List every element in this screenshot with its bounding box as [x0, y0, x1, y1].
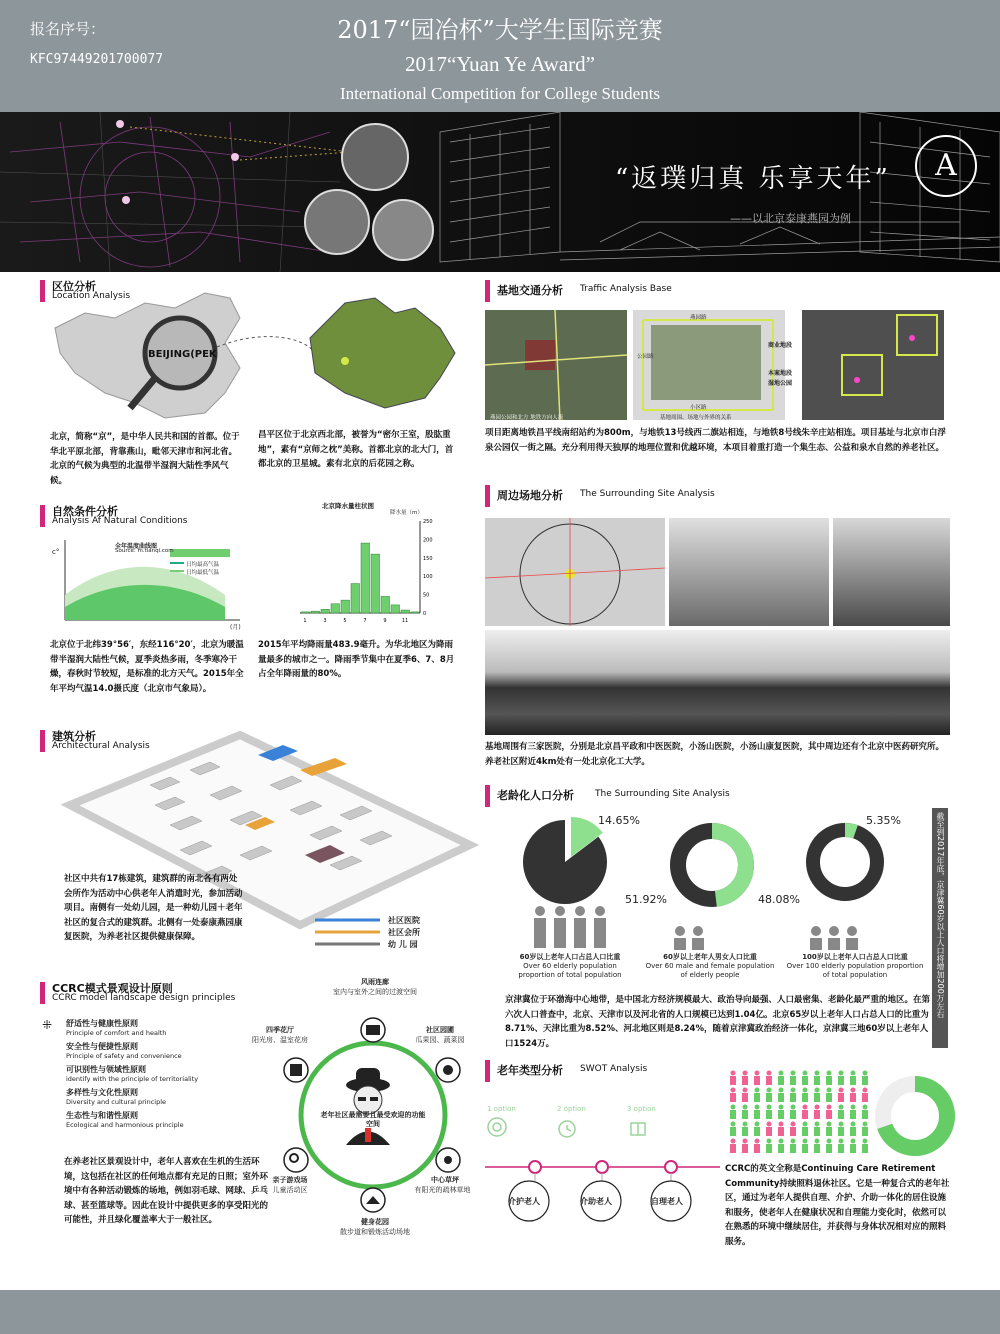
person-icon-body	[790, 1076, 796, 1085]
dots-icon: ⁜	[42, 1018, 53, 1032]
surround-lake-photo	[485, 630, 950, 735]
aging-text: 京津冀位于环渤海中心地带，是中国北方经济规模最大、政治导向最强、人口最密集、老龄化最严重的地区。在第六次人口普查中，北京、天津市以及河北省的人口规模已达到1.04亿。北京65岁以上老年人口占总人口的比重为8.71%、天津比重为8.52%、河北地区则是8.24%，随着京津冀政治经济一体化，京津冀三地60岁以上老年人口1524万。	[505, 995, 931, 1049]
rain-tick-label: 3	[323, 618, 327, 624]
principle-3-cn: 可识别性与领域性原则	[66, 1065, 146, 1074]
swot-option-3: 3 option	[627, 1105, 656, 1113]
pie3-caption-cn: 100岁以上老年人口占总人口比重	[802, 953, 908, 961]
person-icon	[743, 1122, 748, 1127]
node-corridor-desc: 室内与室外之间的过渡空间	[333, 988, 417, 996]
traffic-map-2-label-left: 公园路	[637, 354, 654, 360]
arch-legend-kindergarten: 幼 儿 园	[388, 940, 418, 949]
person-icon-body	[826, 1144, 832, 1153]
rain-y-tick: 50	[423, 592, 430, 599]
swot-title-en: SWOT Analysis	[580, 1064, 648, 1074]
node-garden-name: 社区园圃	[426, 1026, 454, 1034]
competition-title-cn: 2017“园冶杯”大学生国际竞赛	[337, 16, 663, 44]
person-icon	[779, 1105, 784, 1110]
person-icon	[779, 1139, 784, 1144]
person-icon	[779, 1122, 784, 1127]
person-icon-body	[766, 1076, 772, 1085]
person-icon	[731, 1105, 736, 1110]
location-text-1: 北京，简称“京”，是中华人民共和国的首都。位于华北平原北部，背靠燕山，毗邻天津市和河北省。北京的气候为典型的北温带半湿润大陆性季风气候。	[50, 432, 240, 486]
person-icon	[731, 1071, 736, 1076]
person-icon-body	[814, 1093, 820, 1102]
badge-a: A	[915, 135, 977, 197]
person-icon	[803, 1139, 808, 1144]
person-icon-body	[862, 1093, 868, 1102]
surround-text: 基地周围有三家医院，分别是北京昌平政和中医医院，小汤山医院，小汤山康复医院，其中周边还有个北京中医药研究所。养老社区附近4km处有一处北京化工大学。	[485, 742, 945, 767]
banner-slogan: “返璞归真 乐享天年”	[615, 164, 891, 194]
person-icon	[827, 1105, 832, 1110]
rain-bar	[301, 612, 310, 613]
person-icon-body	[778, 1127, 784, 1136]
person-icon	[851, 1139, 856, 1144]
person-icon	[803, 1105, 808, 1110]
traffic-section-title	[485, 280, 785, 302]
person-icon	[767, 1122, 772, 1127]
competition-title-en: 2017“Yuan Ye Award”	[405, 52, 595, 76]
person-icon	[827, 1139, 832, 1144]
map-label-beijing: BEIJING(PEK	[148, 349, 217, 360]
person-icon-body	[778, 1144, 784, 1153]
person-icon-body	[754, 1110, 760, 1119]
ccrc-title-cn: CCRC模式景观设计原则	[52, 982, 173, 995]
principle-3-en: identify with the principle of territoriality	[66, 1075, 199, 1083]
person-icon-body	[754, 1076, 760, 1085]
person-icon-body	[826, 1127, 832, 1136]
pie2-left-label: 51.92%	[625, 893, 667, 906]
principle-5-en: Ecological and harmonious principle	[66, 1121, 184, 1129]
person-icon	[839, 1071, 844, 1076]
person-icon-body	[766, 1110, 772, 1119]
person-icon	[863, 1071, 868, 1076]
rain-chart-title: 北京降水量柱状图	[322, 502, 374, 510]
ccrc-principles-list	[66, 1018, 246, 1129]
competition-subtitle-en: International Competition for College Students	[339, 84, 661, 103]
pie1-label: 14.65%	[598, 814, 640, 827]
rain-bar	[321, 609, 330, 613]
person-icon	[731, 1139, 736, 1144]
person-icon-body	[778, 1093, 784, 1102]
person-icon-body	[850, 1076, 856, 1085]
aging-title-cn: 老龄化人口分析	[497, 789, 574, 802]
person-icon	[815, 1105, 820, 1110]
rain-bar	[311, 611, 320, 613]
arch-legend-hospital: 社区医院	[388, 916, 420, 925]
arch-text: 社区中共有17栋建筑，建筑群的南北各有两处会所作为活动中心供老年人消遣时光，参加活动项目。南侧有一处幼儿园，是一种幼儿园＋老年社区的复合式的建筑群。北侧有一处泰康燕园康复医院，为养老社区提供健康保障。	[64, 874, 243, 942]
ccrc-title-en: CCRC model landscape design principles	[52, 993, 236, 1003]
person-icon-body	[850, 1110, 856, 1119]
person-icon	[815, 1139, 820, 1144]
traffic-map-3	[802, 310, 944, 420]
swot-option-1: 1 option	[487, 1105, 516, 1113]
person-icon	[731, 1122, 736, 1127]
temp-chart-source: Source: m.tianqi.com	[115, 548, 174, 554]
person-icon-body	[754, 1093, 760, 1102]
person-icon-body	[802, 1076, 808, 1085]
rain-chart-unit: 降水量（m）	[390, 510, 423, 516]
rain-tick-label: 5	[343, 618, 347, 624]
rain-bar	[391, 605, 400, 613]
traffic-title-cn: 基地交通分析	[497, 284, 563, 297]
person-icon-body	[754, 1127, 760, 1136]
person-icon-body	[730, 1110, 736, 1119]
person-icon	[791, 1122, 796, 1127]
person-icon-body	[742, 1076, 748, 1085]
people-icons	[530, 905, 930, 953]
nature-title-en: Analysis Af Natural Conditions	[52, 516, 188, 526]
nature-title-cn: 自然条件分析	[52, 505, 118, 518]
aging-section-title	[485, 785, 785, 807]
person-icon-body	[730, 1127, 736, 1136]
rain-y-tick: 150	[423, 555, 433, 562]
location-text-2: 昌平区位于北京西北部，被誉为“密尔王室，股肱重地”，素有“京师之枕”美称。首都北京的北大门，首都北京的卫星城。素有北京的后花园之称。	[258, 430, 454, 469]
rain-bar	[331, 604, 340, 613]
traffic-map-3-label-site: 本案地段	[768, 370, 793, 377]
rain-tick-label: 11	[401, 618, 409, 624]
pie2-caption-cn: 60岁以上老年人男女人口比重	[663, 953, 757, 961]
rainfall-chart	[285, 498, 440, 628]
person-icon-body	[862, 1127, 868, 1136]
rain-bar	[361, 543, 370, 613]
person-icon	[743, 1105, 748, 1110]
arch-title-en: Architectural Analysis	[52, 741, 150, 751]
swot-option-2: 2 option	[557, 1105, 586, 1113]
swot-type-2: 介助老人	[580, 1197, 612, 1206]
rain-y-tick: 0	[423, 611, 427, 617]
temp-legend-low: 日均最低气温	[186, 570, 220, 576]
pie1-caption-cn: 60岁以上老年人口占总人口比重	[519, 953, 621, 961]
location-title-cn: 区位分析	[52, 280, 96, 293]
surround-map	[485, 518, 665, 626]
node-lawn-desc: 有阳光的疏林草地	[414, 1186, 471, 1194]
rain-bar	[371, 554, 380, 613]
principle-4-cn: 多样性与文化性原则	[66, 1088, 138, 1097]
rain-bar	[351, 584, 360, 613]
person-icon-body	[778, 1076, 784, 1085]
person-icon-body	[838, 1093, 844, 1102]
temp-chart-title: 全年温度曲线图	[115, 543, 158, 550]
person-icon	[851, 1122, 856, 1127]
person-icon	[803, 1122, 808, 1127]
person-icon-body	[826, 1093, 832, 1102]
person-icon-body	[790, 1144, 796, 1153]
node-garden-desc: 瓜果园、蔬菜园	[415, 1036, 465, 1044]
person-icon	[863, 1139, 868, 1144]
person-icon	[839, 1139, 844, 1144]
ccrc-text: 在养老社区景观设计中，老年人喜欢在生机的生活环境，这包括在社区的任何地点都有充足的日照；室外环境中有各种活动锻炼的场地，例如羽毛球、网球、乒乓球、甚至篮球等。因此在设计中提供更多的享受阳光的可能性，并且绿化覆盖率大于一般社区。	[64, 1157, 269, 1225]
person-icon	[863, 1105, 868, 1110]
person-icon	[791, 1105, 796, 1110]
rain-y-tick: 200	[423, 537, 433, 544]
rain-tick-label: 7	[363, 618, 367, 624]
person-icon-body	[862, 1110, 868, 1119]
principle-2-cn: 安全性与便捷性原则	[66, 1042, 138, 1051]
person-icon	[779, 1088, 784, 1093]
rain-y-tick: 250	[423, 519, 433, 525]
map-label-changping: 昌平	[288, 348, 302, 356]
person-icon-body	[814, 1110, 820, 1119]
traffic-map-2-label-bottom: 小区路	[690, 405, 707, 411]
person-icon	[839, 1088, 844, 1093]
person-icon	[743, 1071, 748, 1076]
person-icon	[815, 1071, 820, 1076]
principle-1-cn: 舒适性与健康性原则	[66, 1019, 138, 1028]
pie1-caption-en: Over 60 elderly population proportion of total population	[518, 962, 622, 979]
person-icon-body	[742, 1127, 748, 1136]
person-icon-body	[742, 1144, 748, 1153]
swot-type-1: 介护老人	[508, 1197, 540, 1206]
person-icon	[755, 1071, 760, 1076]
person-icon-body	[814, 1076, 820, 1085]
person-icon	[755, 1105, 760, 1110]
surround-photo-2	[833, 518, 950, 626]
person-icon	[839, 1105, 844, 1110]
person-icon	[743, 1088, 748, 1093]
pie2-right-label: 48.08%	[758, 893, 800, 906]
node-fitness-desc: 散步道和锻炼活动场地	[340, 1228, 410, 1236]
person-icon-body	[754, 1144, 760, 1153]
person-icon-body	[850, 1144, 856, 1153]
person-icon-body	[730, 1093, 736, 1102]
node-playground-desc: 儿童活动区	[272, 1186, 308, 1194]
person-icon	[851, 1105, 856, 1110]
person-icon	[731, 1088, 736, 1093]
ccrc-section-title	[40, 982, 280, 1004]
traffic-map-2-caption: 基地周围、场地与外界的关系	[660, 415, 732, 421]
person-icon-body	[766, 1144, 772, 1153]
surround-title-cn: 周边场地分析	[497, 489, 563, 502]
person-icon-body	[766, 1093, 772, 1102]
node-fitness-name: 健身花园	[361, 1218, 389, 1226]
principle-5-cn: 生态性与和谐性原则	[66, 1111, 138, 1120]
nature-text-1: 北京位于北纬39°56′，东经116°20′，北京为暖温带半湿润大陆性气候，夏季炎热多雨，冬季寒冷干燥，春秋时节较短，是标准的北方天气。2015年全年平均气温14.0摄氏度（北京市气象局）。	[50, 640, 244, 694]
temp-xaxis-end: (月)	[230, 624, 241, 631]
ccrc-center-text: 老年社区最需要且最受欢迎的功能空间	[320, 1111, 426, 1128]
node-hall-name: 四季花厅	[266, 1026, 294, 1034]
aging-side-note: 截至到2017年底，京津冀60岁以上人口将增加200万左右	[932, 808, 948, 1048]
person-icon	[839, 1122, 844, 1127]
swot-title-cn: 老年类型分析	[497, 1064, 563, 1077]
principle-1-en: Principle of comfort and health	[66, 1029, 167, 1037]
nature-text-2: 2015年平均降雨量483.9毫升。为华北地区为降雨量最多的城市之一。降雨季节集中在夏季6、7、8月占全年降雨量的80%。	[258, 640, 455, 679]
person-icon	[863, 1088, 868, 1093]
person-icon-body	[826, 1076, 832, 1085]
principle-4-en: Diversity and cultural principle	[66, 1098, 167, 1106]
surround-photo-1	[669, 518, 829, 626]
person-icon-body	[862, 1144, 868, 1153]
person-icon	[827, 1088, 832, 1093]
node-lawn-name: 中心草坪	[431, 1176, 459, 1184]
node-corridor-name: 风雨连廊	[361, 978, 389, 986]
rain-bar	[401, 610, 410, 613]
traffic-text: 项目距离地铁昌平线南绍站约为800m，与地铁13号线西二旗站相连，与地铁8号线朱辛庄站相连。项目基址与北京市白浮泉公园仅一街之隔。充分利用得天独厚的地理位置和优越环境，本项目着重打造一个集生态、公益和泉水自然的养老社区。	[485, 428, 946, 453]
person-icon-body	[862, 1076, 868, 1085]
swot-diagram	[485, 1115, 720, 1225]
footer	[0, 1290, 1000, 1334]
node-playground-name: 亲子游戏场	[272, 1176, 308, 1184]
person-icon	[767, 1105, 772, 1110]
person-icon	[851, 1071, 856, 1076]
banner-subtitle: ——以北京泰康燕园为例	[730, 212, 851, 225]
person-icon	[851, 1088, 856, 1093]
traffic-map-1	[485, 310, 627, 420]
person-icon-body	[766, 1127, 772, 1136]
person-icon-body	[826, 1110, 832, 1119]
person-icon	[755, 1139, 760, 1144]
traffic-map-3-label-wetland: 湿地公园	[768, 380, 793, 387]
pie2-caption-en: Over 60 male and female population of elderly people	[645, 962, 775, 979]
header	[0, 0, 1000, 112]
person-icon	[803, 1071, 808, 1076]
rain-bar	[411, 612, 420, 613]
rain-y-tick: 100	[423, 574, 433, 581]
rain-bar	[341, 600, 350, 613]
person-icon-body	[802, 1110, 808, 1119]
person-icon-body	[802, 1144, 808, 1153]
surround-title-en: The Surrounding Site Analysis	[580, 489, 715, 499]
person-icon	[827, 1122, 832, 1127]
person-icon-body	[790, 1110, 796, 1119]
person-icon-body	[790, 1127, 796, 1136]
traffic-map-1-caption: 燕园公园和北方 地铁方向人流	[490, 415, 564, 421]
pie3-caption-en: Over 100 elderly population proportion of total population	[786, 962, 924, 979]
person-icon	[743, 1139, 748, 1144]
person-icon	[827, 1071, 832, 1076]
person-icon	[815, 1088, 820, 1093]
swot-type-3: 自理老人	[651, 1197, 683, 1206]
person-icon	[791, 1139, 796, 1144]
swot-text: CCRC的英文全称是Continuing Care Retirement Community持续照料退休社区。它是一种复合式的老年社区，通过为老年人提供自理、介护、介助一体化的居住设施和服务，使老年人在健康状况和自理能力变化时，依然可以在熟悉的环境中继续居住，并获得与身体状况相对应的照料服务。	[725, 1164, 950, 1247]
person-icon	[815, 1122, 820, 1127]
person-icon	[767, 1071, 772, 1076]
person-icon-body	[742, 1110, 748, 1119]
person-icon-body	[838, 1110, 844, 1119]
person-icon	[791, 1088, 796, 1093]
rain-bar	[381, 596, 390, 613]
temp-legend-high: 日均最高气温	[186, 562, 220, 568]
pie3-label: 5.35%	[866, 814, 901, 827]
person-icon	[863, 1122, 868, 1127]
surround-section-title	[485, 485, 785, 507]
person-icon	[755, 1088, 760, 1093]
person-icon-body	[790, 1093, 796, 1102]
person-icon	[755, 1122, 760, 1127]
registration-code: KFC97449201700077	[30, 52, 164, 67]
traffic-title-en: Traffic Analysis Base	[580, 284, 672, 294]
aging-title-en: The Surrounding Site Analysis	[595, 789, 730, 799]
person-icon	[803, 1088, 808, 1093]
person-icon-body	[838, 1144, 844, 1153]
person-icon-body	[742, 1093, 748, 1102]
person-icon	[767, 1088, 772, 1093]
arch-title-cn: 建筑分析	[52, 730, 96, 743]
person-icon-body	[814, 1144, 820, 1153]
registration-label: 报名序号：	[30, 20, 106, 38]
person-icon-body	[730, 1144, 736, 1153]
node-hall-desc: 阳光房、温室花房	[252, 1036, 308, 1044]
nature-section-title	[40, 505, 260, 527]
person-icon-body	[850, 1127, 856, 1136]
person-icon-body	[838, 1127, 844, 1136]
temp-unit: c°	[52, 548, 60, 556]
person-icon-body	[778, 1110, 784, 1119]
traffic-map-2-label-top: 燕园路	[690, 315, 707, 321]
target-icon	[488, 1118, 506, 1136]
person-icon-body	[850, 1093, 856, 1102]
rain-tick-label: 9	[383, 618, 387, 624]
person-icon-body	[730, 1076, 736, 1085]
arch-legend-clubhouse: 社区会所	[388, 928, 420, 937]
traffic-map-2	[633, 310, 785, 420]
person-icon	[767, 1139, 772, 1144]
person-icon-body	[838, 1076, 844, 1085]
location-maps	[45, 283, 475, 423]
person-icon-body	[814, 1127, 820, 1136]
principle-2-en: Principle of safety and convenience	[66, 1052, 182, 1060]
traffic-map-3-label-commercial: 商业地段	[768, 342, 793, 349]
person-icon	[779, 1071, 784, 1076]
elderly-figure	[346, 1068, 390, 1145]
pie3-slice-rest	[813, 830, 877, 894]
person-icon-body	[802, 1093, 808, 1102]
rain-tick-label: 1	[303, 618, 307, 624]
person-icon-body	[802, 1127, 808, 1136]
person-icon	[791, 1071, 796, 1076]
location-title-en: Location Analysis	[52, 291, 131, 301]
swot-people-chart	[725, 1068, 955, 1158]
